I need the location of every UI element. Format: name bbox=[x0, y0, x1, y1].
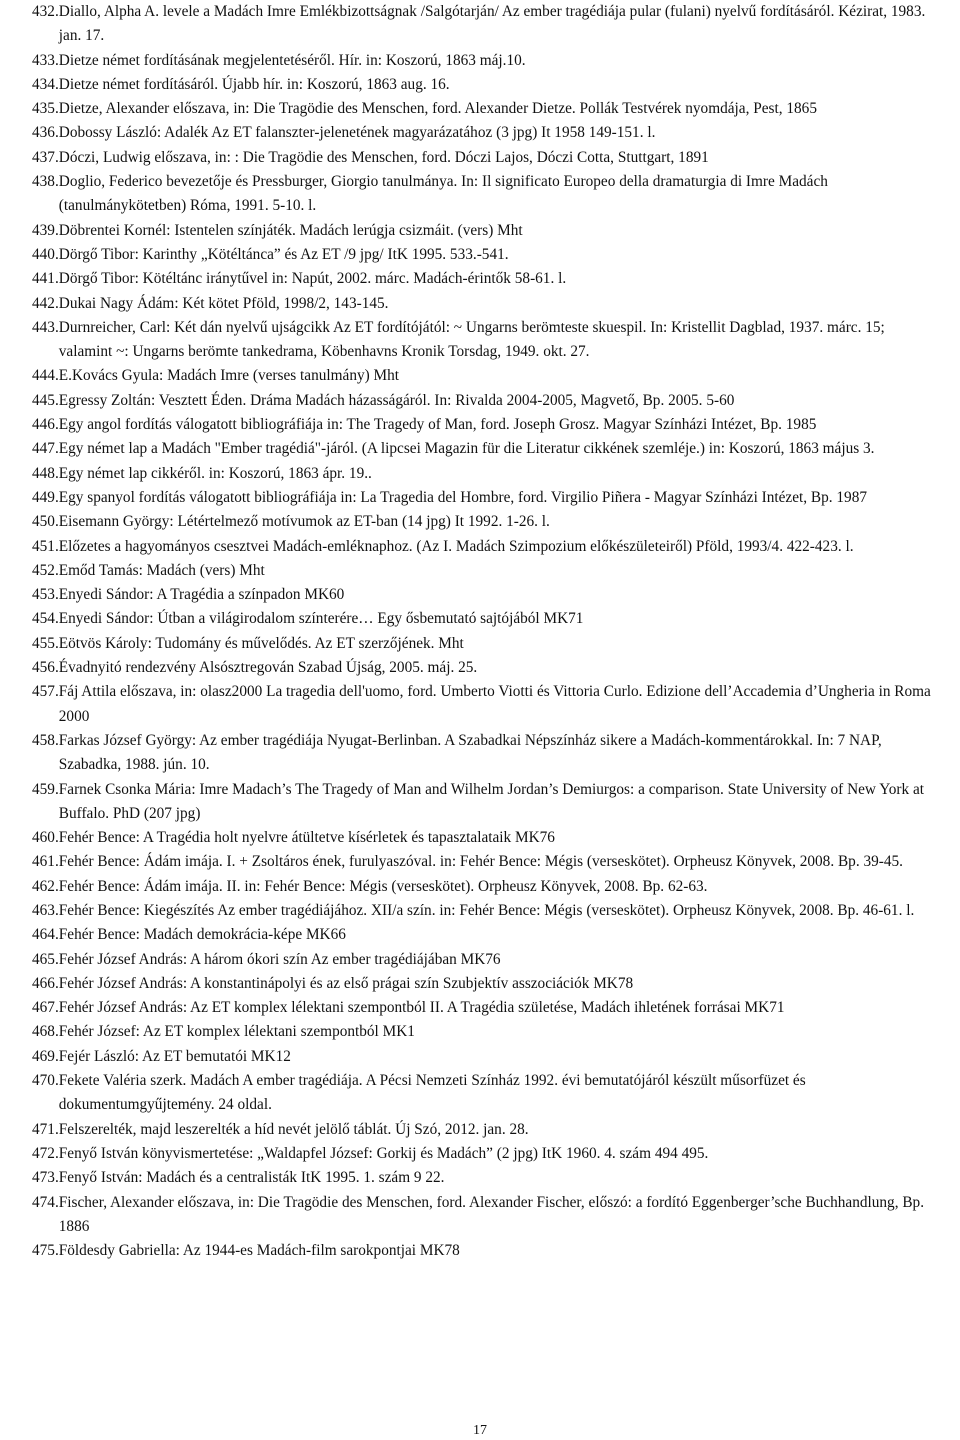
entry-number: 463. bbox=[32, 901, 59, 919]
entry-text: Dietze német fordításáról. Újabb hír. in: Koszorú, 1863 aug. 16. bbox=[58, 75, 450, 93]
bibliography-entry bbox=[32, 923, 940, 947]
entry-number: 443. bbox=[32, 318, 59, 336]
entry-number: 456. bbox=[32, 659, 59, 677]
entry-number: 447. bbox=[32, 440, 59, 458]
bibliography-entry bbox=[32, 170, 940, 219]
entry-text: Dóczi, Ludwig előszava, in: : Die Tragödie des Menschen, ford. Dóczi Lajos, Dóczi Cotta, Stuttgart, 1891 bbox=[58, 148, 709, 166]
bibliography-entry bbox=[32, 267, 940, 291]
entry-text: Földesdy Gabriella: Az 1944-es Madách-film sarokpontjai MK78 bbox=[58, 1242, 460, 1260]
entry-text: Egy spanyol fordítás válogatott bibliográfiája in: La Tragedia del Hombre, ford. Virgilio Piñera - Magyar Színházi Intézet, Bp. 1987 bbox=[58, 488, 867, 506]
entry-number: 464. bbox=[32, 926, 59, 944]
bibliography-entry bbox=[32, 875, 940, 899]
bibliography-entry bbox=[32, 0, 940, 49]
entry-text: Egy angol fordítás válogatott bibliográfiája in: The Tragedy of Man, ford. Joseph Grosz. Magyar Színházi Intézet, Bp. 1985 bbox=[58, 416, 817, 434]
entry-number: 439. bbox=[32, 221, 59, 239]
bibliography-entry bbox=[32, 656, 940, 680]
entry-number: 450. bbox=[32, 513, 59, 531]
bibliography-entry bbox=[32, 462, 940, 486]
entry-number: 469. bbox=[32, 1047, 59, 1065]
entry-number: 466. bbox=[32, 974, 59, 992]
bibliography-entry bbox=[32, 292, 940, 316]
entry-text: Fehér Bence: Kiegészítés Az ember tragédiájához. XII/a szín. in: Fehér Bence: Mégis (verseskötet). Orpheusz Könyvek, 2008. Bp. 46-61. l. bbox=[58, 901, 915, 919]
entry-text: Fenyő István: Madách és a centralisták ItK 1995. 1. szám 9 22. bbox=[58, 1169, 445, 1187]
entry-number: 445. bbox=[32, 391, 59, 409]
bibliography-entry bbox=[32, 1069, 940, 1118]
bibliography-entry bbox=[32, 437, 940, 461]
entry-text: Eisemann György: Létértelmező motívumok az ET-ban (14 jpg) It 1992. 1-26. l. bbox=[58, 513, 550, 531]
entry-text: Felszerelték, majd leszerelték a híd nevét jelölő táblát. Új Szó, 2012. jan. 28. bbox=[58, 1120, 529, 1138]
bibliography-entry bbox=[32, 316, 940, 365]
entry-text: Fekete Valéria szerk. Madách A ember tragédiája. A Pécsi Nemzeti Színház 1992. évi bemutatójáról készült műsorfüzet és dokumentumgyűjtemény. 24 oldal. bbox=[58, 1072, 806, 1114]
entry-number: 452. bbox=[32, 561, 59, 579]
entry-number: 467. bbox=[32, 999, 59, 1017]
bibliography-entry bbox=[32, 73, 940, 97]
entry-text: Dietze, Alexander előszava, in: Die Tragödie des Menschen, ford. Alexander Dietze. Pollák Testvérek nyomdája, Pest, 1865 bbox=[58, 100, 817, 118]
entry-text: Diallo, Alpha A. levele a Madách Imre Emlékbizottságnak /Salgótarján/ Az ember tragédiája pular (fulani) nyelvű fordításáról. Kézirat, 1983. jan. 17. bbox=[58, 3, 926, 45]
entry-number: 440. bbox=[32, 245, 59, 263]
entry-number: 448. bbox=[32, 464, 59, 482]
entry-text: Fejér László: Az ET bemutatói MK12 bbox=[58, 1047, 291, 1065]
entry-text: E.Kovács Gyula: Madách Imre (verses tanulmány) Mht bbox=[58, 367, 400, 385]
bibliography-entry bbox=[32, 97, 940, 121]
entry-text: Dukai Nagy Ádám: Két kötet Pföld, 1998/2, 143-145. bbox=[58, 294, 389, 312]
entry-number: 475. bbox=[32, 1242, 59, 1260]
bibliography-entry bbox=[32, 826, 940, 850]
bibliography-entry bbox=[32, 632, 940, 656]
entry-number: 471. bbox=[32, 1120, 59, 1138]
bibliography-entry bbox=[32, 559, 940, 583]
entry-text: Emőd Tamás: Madách (vers) Mht bbox=[58, 561, 265, 579]
entry-number: 474. bbox=[32, 1193, 59, 1211]
entry-text: Fenyő István könyvismertetése: „Waldapfel József: Gorkij és Madách” (2 jpg) ItK 1960. 4. szám 494 495. bbox=[58, 1144, 709, 1162]
entry-text: Enyedi Sándor: Útban a világirodalom színterére… Egy ősbemutató sajtójából MK71 bbox=[58, 610, 584, 628]
entry-text: Előzetes a hagyományos csesztvei Madách-emléknaphoz. (Az I. Madách Szimpozium előkészületeiről) Pföld, 1993/4. 422-423. l. bbox=[58, 537, 854, 555]
entry-number: 451. bbox=[32, 537, 59, 555]
bibliography-entry bbox=[32, 121, 940, 145]
entry-number: 459. bbox=[32, 780, 59, 798]
entry-text: Fehér József András: A konstantinápolyi és az első prágai szín Szubjektív asszociációk MK78 bbox=[58, 974, 634, 992]
bibliography-entry bbox=[32, 243, 940, 267]
entry-text: Egy német lap a Madách "Ember tragédiá"-járól. (A lipcsei Magazin für die Literatur cikkének szemléje.) in: Koszorú, 1863 május 3. bbox=[58, 440, 875, 458]
bibliography-entry bbox=[32, 364, 940, 388]
entry-text: Dörgő Tibor: Kötéltánc iránytűvel in: Napút, 2002. márc. Madách-érintők 58-61. l. bbox=[58, 270, 567, 288]
entry-text: Egy német lap cikkéről. in: Koszorú, 1863 ápr. 19.. bbox=[58, 464, 372, 482]
bibliography-entry bbox=[32, 607, 940, 631]
bibliography-entry bbox=[32, 729, 940, 778]
entry-text: Fehér József András: A három ókori szín Az ember tragédiájában MK76 bbox=[58, 950, 501, 968]
entry-number: 449. bbox=[32, 488, 59, 506]
entry-number: 458. bbox=[32, 731, 59, 749]
bibliography-entry bbox=[32, 996, 940, 1020]
entry-number: 473. bbox=[32, 1169, 59, 1187]
entry-text: Fehér Bence: Ádám imája. I. + Zsoltáros ének, furulyaszóval. in: Fehér Bence: Mégis (verseskötet). Orpheusz Könyvek, 2008. Bp. 39-45. bbox=[58, 853, 903, 871]
entry-number: 444. bbox=[32, 367, 59, 385]
entry-text: Farkas József György: Az ember tragédiája Nyugat-Berlinban. A Szabadkai Népszínház sikere a Madách-kommentárokkal. In: 7 NAP, Szabadka, 1988. jún. 10. bbox=[58, 731, 882, 774]
entry-number: 453. bbox=[32, 586, 59, 604]
entry-number: 454. bbox=[32, 610, 59, 628]
bibliography-entry bbox=[32, 778, 940, 827]
entry-text: Egressy Zoltán: Vesztett Éden. Dráma Madách házasságáról. In: Rivalda 2004-2005, Magvető, Bp. 2005. 5-60 bbox=[58, 391, 735, 409]
bibliography-entry bbox=[32, 413, 940, 437]
bibliography-entry bbox=[32, 1239, 940, 1263]
entry-text: Enyedi Sándor: A Tragédia a színpadon MK60 bbox=[58, 586, 345, 604]
bibliography-entry bbox=[32, 1118, 940, 1142]
bibliography-entry bbox=[32, 146, 940, 170]
entry-number: 435. bbox=[32, 100, 59, 118]
entry-text: Fehér József András: Az ET komplex lélektani szempontból II. A Tragédia születése, Madách ihletének forrásai MK71 bbox=[58, 999, 785, 1017]
entry-text: Évadnyitó rendezvény Alsósztregován Szabad Újság, 2005. máj. 25. bbox=[58, 659, 478, 677]
entry-number: 446. bbox=[32, 416, 59, 434]
bibliography-entry bbox=[32, 899, 940, 923]
bibliography-entry bbox=[32, 948, 940, 972]
bibliography-entry bbox=[32, 850, 940, 874]
entry-text: Fáj Attila előszava, in: olasz2000 La tragedia dell'uomo, ford. Umberto Viotti és Vittoria Curlo. Edizione dell’Accademia d’Ungheria in Roma 2000 bbox=[58, 683, 931, 725]
entry-text: Durnreicher, Carl: Két dán nyelvű ujságcikk Az ET fordítójától: ~ Ungarns berömteste skuespil. In: Kristellit Dagblad, 1937. márc. 15; valamint ~: Ungarns berömte tankedrama, Köbenhavns Kronik Torsdag, 1949. okt. 27. bbox=[58, 318, 885, 361]
bibliography-entry bbox=[32, 510, 940, 534]
bibliography-entry bbox=[32, 219, 940, 243]
bibliography-entry bbox=[32, 1020, 940, 1044]
entry-number: 438. bbox=[32, 173, 59, 191]
entry-text: Dietze német fordításának megjelentetéséről. Hír. in: Koszorú, 1863 máj.10. bbox=[58, 51, 526, 69]
entry-text: Fehér József: Az ET komplex lélektani szempontból MK1 bbox=[58, 1023, 415, 1041]
bibliography-entry bbox=[32, 583, 940, 607]
entry-number: 441. bbox=[32, 270, 59, 288]
bibliography-list bbox=[32, 0, 940, 1263]
entry-text: Fehér Bence: Ádám imája. II. in: Fehér Bence: Mégis (verseskötet). Orpheusz Könyvek, 2008. Bp. 62-63. bbox=[58, 877, 708, 895]
entry-text: Dobossy László: Adalék Az ET falanszter-jelenetének magyarázatához (3 jpg) It 1958 149-151. l. bbox=[58, 124, 656, 142]
entry-number: 457. bbox=[32, 683, 59, 701]
entry-number: 436. bbox=[32, 124, 59, 142]
bibliography-entry bbox=[32, 1045, 940, 1069]
entry-number: 465. bbox=[32, 950, 59, 968]
entry-text: Dörgő Tibor: Karinthy „Kötéltánca” és Az ET /9 jpg/ ItK 1995. 533.-541. bbox=[58, 245, 509, 263]
entry-number: 460. bbox=[32, 829, 59, 847]
entry-text: Doglio, Federico bevezetője és Pressburger, Giorgio tanulmánya. In: Il significato Europeo della dramaturgia di Imre Madách (tanulmánykötetben) Róma, 1991. 5-10. l. bbox=[58, 173, 828, 215]
entry-text: Fehér Bence: Madách demokrácia-képe MK66 bbox=[58, 926, 346, 944]
bibliography-entry bbox=[32, 389, 940, 413]
bibliography-entry bbox=[32, 1142, 940, 1166]
entry-number: 432. bbox=[32, 3, 59, 20]
entry-number: 472. bbox=[32, 1144, 59, 1162]
bibliography-entry bbox=[32, 680, 940, 729]
entry-number: 461. bbox=[32, 853, 59, 871]
bibliography-entry bbox=[32, 535, 940, 559]
entry-number: 470. bbox=[32, 1072, 59, 1090]
entry-number: 455. bbox=[32, 634, 59, 652]
entry-number: 442. bbox=[32, 294, 59, 312]
entry-text: Döbrentei Kornél: Istentelen színjáték. Madách lerúgja csizmáit. (vers) Mht bbox=[58, 221, 523, 239]
entry-number: 434. bbox=[32, 75, 59, 93]
bibliography-entry bbox=[32, 1191, 940, 1240]
entry-number: 437. bbox=[32, 148, 59, 166]
entry-text: Eötvös Károly: Tudomány és művelődés. Az ET szerzőjének. Mht bbox=[58, 634, 464, 652]
bibliography-entry bbox=[32, 972, 940, 996]
entry-text: Fischer, Alexander előszava, in: Die Tragödie des Menschen, ford. Alexander Fischer, előszó: a fordító Eggenberger’sche Buchhandlung, Bp. 1886 bbox=[58, 1193, 925, 1235]
entry-number: 433. bbox=[32, 51, 59, 69]
bibliography-entry bbox=[32, 486, 940, 510]
entry-text: Fehér Bence: A Tragédia holt nyelvre átültetve kísérletek és tapasztalataik MK76 bbox=[58, 829, 555, 847]
page-number: 17 bbox=[473, 1423, 487, 1438]
bibliography-entry bbox=[32, 49, 940, 73]
entry-number: 468. bbox=[32, 1023, 59, 1041]
entry-text: Farnek Csonka Mária: Imre Madach’s The Tragedy of Man and Wilhelm Jordan’s Demiurgos: a comparison. State University of New York at Buffalo. PhD (207 jpg) bbox=[58, 780, 924, 822]
bibliography-entry bbox=[32, 1166, 940, 1190]
entry-number: 462. bbox=[32, 877, 59, 895]
